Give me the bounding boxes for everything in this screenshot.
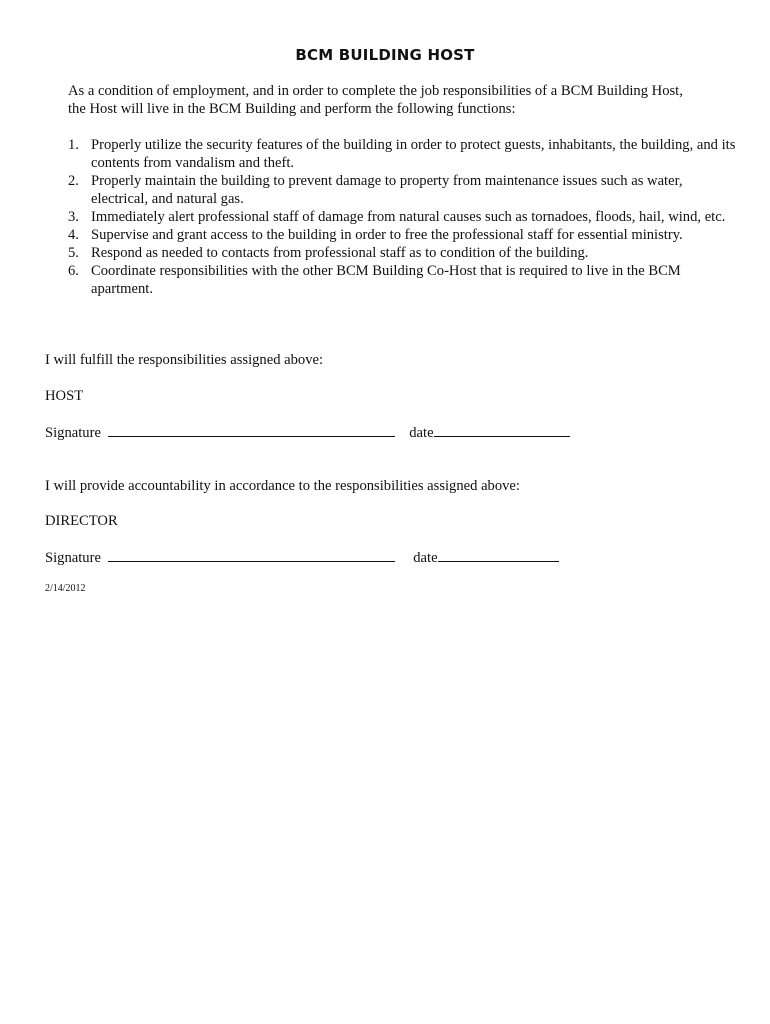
host-label: HOST — [45, 388, 84, 404]
list-item-text: Properly maintain the building to prevent damage to property from maintenance issues such as water, electrical, and natural gas. — [91, 173, 683, 207]
revision-date: 2/14/2012 — [45, 583, 86, 594]
list-item-text: Coordinate responsibilities with the other BCM Building Co-Host that is required to live in the BCM apartment. — [91, 263, 681, 297]
director-date-field[interactable] — [438, 548, 559, 562]
list-item — [68, 172, 736, 208]
host-signature-label: Signature — [45, 425, 101, 441]
list-item-number: 3. — [68, 209, 79, 225]
duties-list — [68, 136, 736, 298]
list-item-text: Properly utilize the security features of the building in order to protect guests, inhabitants, the building, and its contents from vandalism and theft. — [91, 137, 736, 171]
host-date-field[interactable] — [434, 423, 570, 437]
director-signature-field[interactable] — [108, 548, 395, 562]
director-signature-row — [45, 548, 559, 567]
host-signature-field[interactable] — [108, 423, 395, 437]
host-statement: I will fulfill the responsibilities assigned above: — [45, 352, 324, 368]
list-item — [68, 262, 736, 298]
list-item-number: 5. — [68, 245, 79, 261]
host-signature-row — [45, 423, 570, 442]
list-item — [68, 226, 736, 244]
list-item — [68, 208, 736, 226]
list-item-number: 4. — [68, 227, 79, 243]
list-item-number: 6. — [68, 263, 79, 279]
director-label: DIRECTOR — [45, 513, 118, 529]
list-item-text: Supervise and grant access to the building in order to free the professional staff for essential ministry. — [91, 227, 683, 243]
list-item-number: 2. — [68, 173, 79, 189]
list-item — [68, 244, 736, 262]
list-item-text: Immediately alert professional staff of damage from natural causes such as tornadoes, floods, hail, wind, etc. — [91, 209, 726, 225]
director-statement: I will provide accountability in accordance to the responsibilities assigned above: — [45, 478, 520, 494]
director-signature-label: Signature — [45, 550, 101, 566]
host-date-label: date — [409, 425, 434, 441]
list-item-text: Respond as needed to contacts from professional staff as to condition of the building. — [91, 245, 589, 261]
intro-paragraph: As a condition of employment, and in order to complete the job responsibilities of a BCM Building Host, the Host will live in the BCM Building and perform the following functions: — [68, 83, 683, 117]
director-date-label: date — [413, 550, 438, 566]
document-title: BCM BUILDING HOST — [295, 46, 475, 64]
list-item-number: 1. — [68, 137, 79, 153]
list-item — [68, 136, 736, 172]
